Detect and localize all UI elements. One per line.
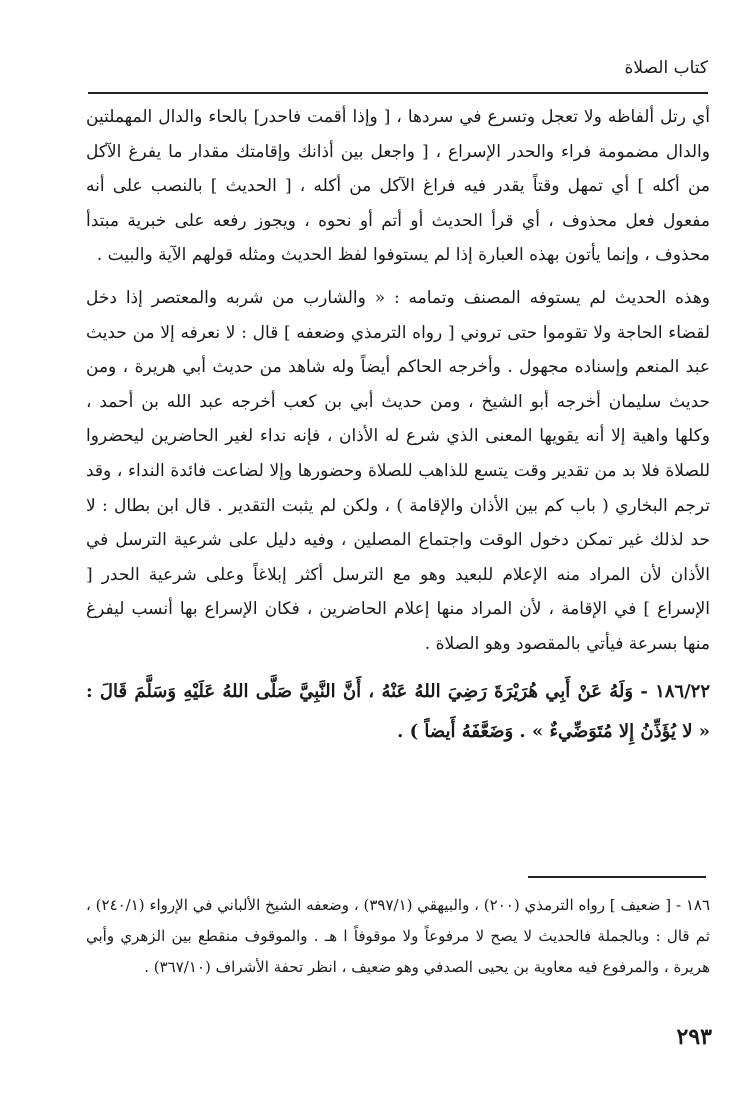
paragraph: أي رتل ألفاظه ولا تعجل وتسرع في سردها ، [ وإذا أقمت فاحدر] بالحاء والدال المهملتين والدال مضمومة فراء والحدر الإسراع ، [ واجعل بين أذانك وإقامتك مقدار ما يفرغ الآكل من أكله ] أي تمهل وقتاً يقدر فيه فراغ الآكل من أكله ، [ الحديث ] بالنصب على أنه مفعول فعل محذوف ، أي قرأ الحديث أو أتم أو نحوه ، ويجوز رفعه على خبرية مبتدأ محذوف ، وإنما يأتون بهذه العبارة إذا لم يستوفوا لفظ الحديث ومثله قولهم الآية والبيت .: [86, 107, 710, 266]
footnote: ١٨٦ - [ ضعيف ] رواه الترمذي (٢٠٠) ، والبيهقي (٣٩٧/١) ، وضعفه الشيخ الألباني في الإرواء (٢٤٠/١) ، ثم قال : وبالجملة فالحديث لا يصح لا مرفوعاً ولا موقوفاً ا هـ . والموقوف منقطع بين الزهري وأبي هريرة ، والمرفوع فيه معاوية بن يحيى الصدفي وهو ضعيف ، انظر تحفة الأشراف (٣٦٧/١٠) .: [86, 896, 710, 976]
hadith-text: ١٨٦/٢٢ - وَلَهُ عَنْ أَبِي هُرَيْرَةَ رَضِيَ اللهُ عَنْهُ ، أَنَّ النَّبِيَّ صَلَّى اللهُ عَلَيْهِ وَسَلَّمَ قَالَ : « لا يُؤَذِّنُ إِلا مُتَوَضِّيءٌ » . وَضَعَّفَهُ أَيضاً ) .: [86, 680, 710, 742]
running-header: كتاب الصلاة: [624, 58, 708, 78]
page-number: ٢٩٣: [676, 1024, 712, 1050]
footnotes: [86, 890, 710, 983]
paragraph: وهذه الحديث لم يستوفه المصنف وتمامه : « والشارب من شربه والمعتصر إذا دخل لقضاء الحاجة ولا تقوموا حتى تروني [ رواه الترمذي وضعفه ] قال : لا نعرفه إلا من حديث عبد المنعم وإسناده مجهول . وأخرجه الحاكم أيضاً وله شاهد من حديث أبي هريرة ، ومن حديث سليمان أخرجه أبو الشيخ ، ومن حديث أبي بن كعب أخرجه عبد الله بن أحمد ، وكلها واهية إلا أنه يقويها المعنى الذي شرع له الأذان ، فإنه نداء لغير الحاضرين ليحضروا للصلاة فلا بد من تقدير وقت يتسع للذاهب للصلاة وحضورها وإلا لضاعت فائدة النداء ، وقد ترجم البخاري ( باب كم بين الأذان والإقامة ) ، ولكن لم يثبت التقدير . قال ابن بطال : لا حد لذلك غير تمكن دخول الوقت واجتماع المصلين ، وفيه دليل على شرعية الترسل في الأذان لأن المراد منه الإعلام للبعيد وهو مع الترسل أكثر إبلاغاً وعلى شرعية الحدر [ الإسراع ] في الإقامة ، لأن المراد منها إعلام الحاضرين ، فكان الإسراع بها أنسب ليفرغ منها بسرعة فيأتي بالمقصود وهو الصلاة .: [86, 287, 710, 654]
main-text: [86, 100, 710, 752]
footnote-rule: [528, 876, 706, 878]
header-rule: [88, 92, 708, 94]
